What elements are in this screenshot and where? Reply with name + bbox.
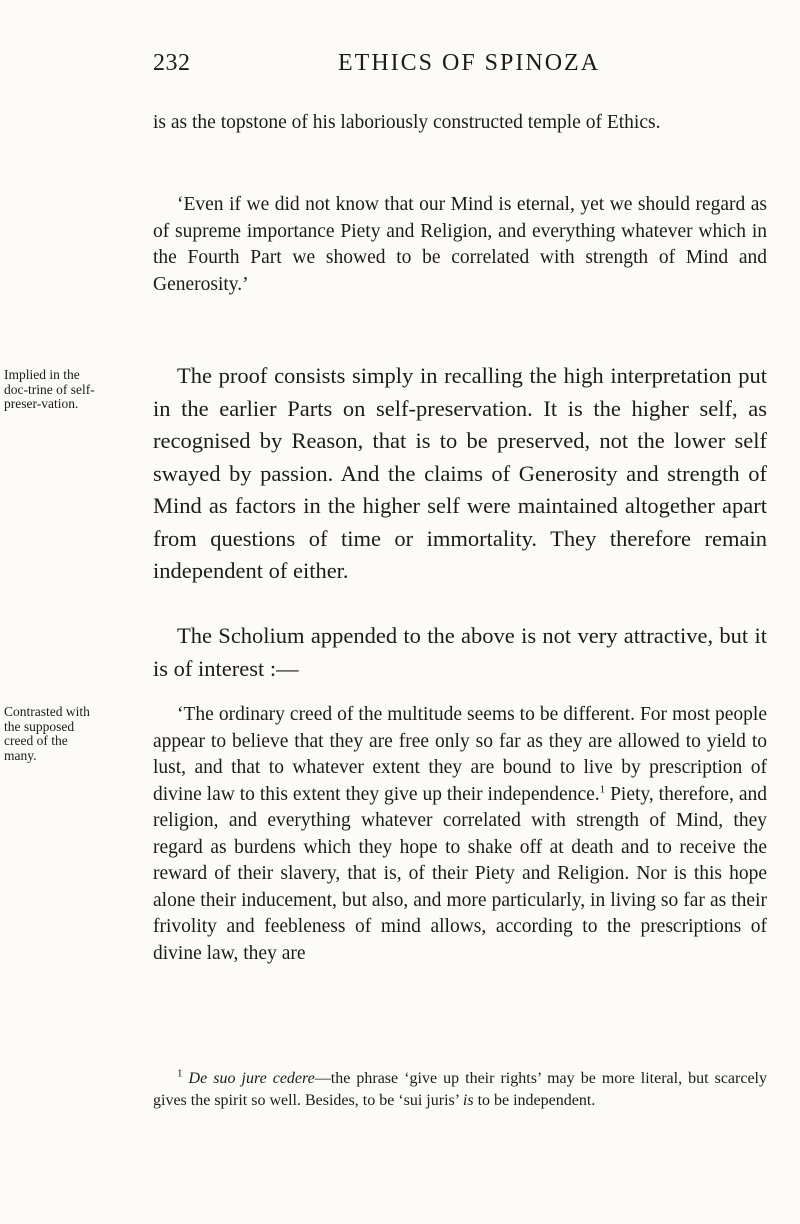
- footnote-latin-phrase: De suo jure cedere: [188, 1070, 315, 1087]
- running-title: ETHICS OF SPINOZA: [338, 50, 601, 76]
- side-note-contrasted: Contrasted with the supposed creed of the many.: [4, 704, 90, 763]
- page-number: 232: [153, 50, 191, 76]
- footnote-italic-is: is: [462, 1092, 474, 1109]
- quotation-eternal-mind: ‘Even if we did not know that our Mind is eternal, yet we should regard as of supreme importance Piety and Religion, and everything whatever which in the Fourth Part we showed to be correlated with strength of Mind and Generosity.’: [153, 194, 767, 295]
- footnote-reference: 1: [599, 783, 606, 795]
- paragraph-scholium-intro: The Scholium appended to the above is not very attractive, but it is of interest :—: [153, 623, 767, 681]
- footnote-text-a: —the phrase ‘give up their rights’ may be more literal, but scarcely gives the spirit so well. Besides, to be ‘sui juris’: [153, 1070, 768, 1109]
- footnote-number: 1: [177, 1067, 183, 1080]
- paragraph-continuation: is as the topstone of his laboriously constructed temple of Ethics.: [153, 112, 661, 133]
- running-header: [0, 50, 800, 90]
- footnote-text-b: to be independent.: [473, 1092, 596, 1109]
- quotation-ordinary-creed: [153, 702, 767, 967]
- quotation-part-a: ‘The ordinary creed of the multitude seems to be different. For most people appear to believe that they are free only so far as they are allowed to yield to lust, and that to whatever extent they are bound to live by prescription of divine law to this extent they give up their independence.: [153, 704, 767, 805]
- paragraph-proof: The proof consists simply in recalling the high interpretation put in the earlier Parts on self-preservation. It is the higher self, as recognised by Reason, that is to be preserved, not the lower self swayed by passion. And the claims of Generosity and strength of Mind as factors in the higher self were maintained altogether apart from questions of time or immortality. They therefore remain independent of either.: [153, 363, 767, 583]
- footnote: [153, 1068, 767, 1112]
- quotation-part-b: Piety, therefore, and religion, and everything whatever correlated with strength of Mind, they regard as burdens which they hope to shake off at death and to receive the reward of their slavery, that is, of their Piety and Religion. Nor is this hope alone their inducement, but also, and more particularly, in living so far as their frivolity and feebleness of mind allows, according to the prescriptions of divine law, they are: [153, 783, 767, 964]
- side-note-implied: Implied in the doc-trine of self-preser-vation.: [4, 367, 95, 411]
